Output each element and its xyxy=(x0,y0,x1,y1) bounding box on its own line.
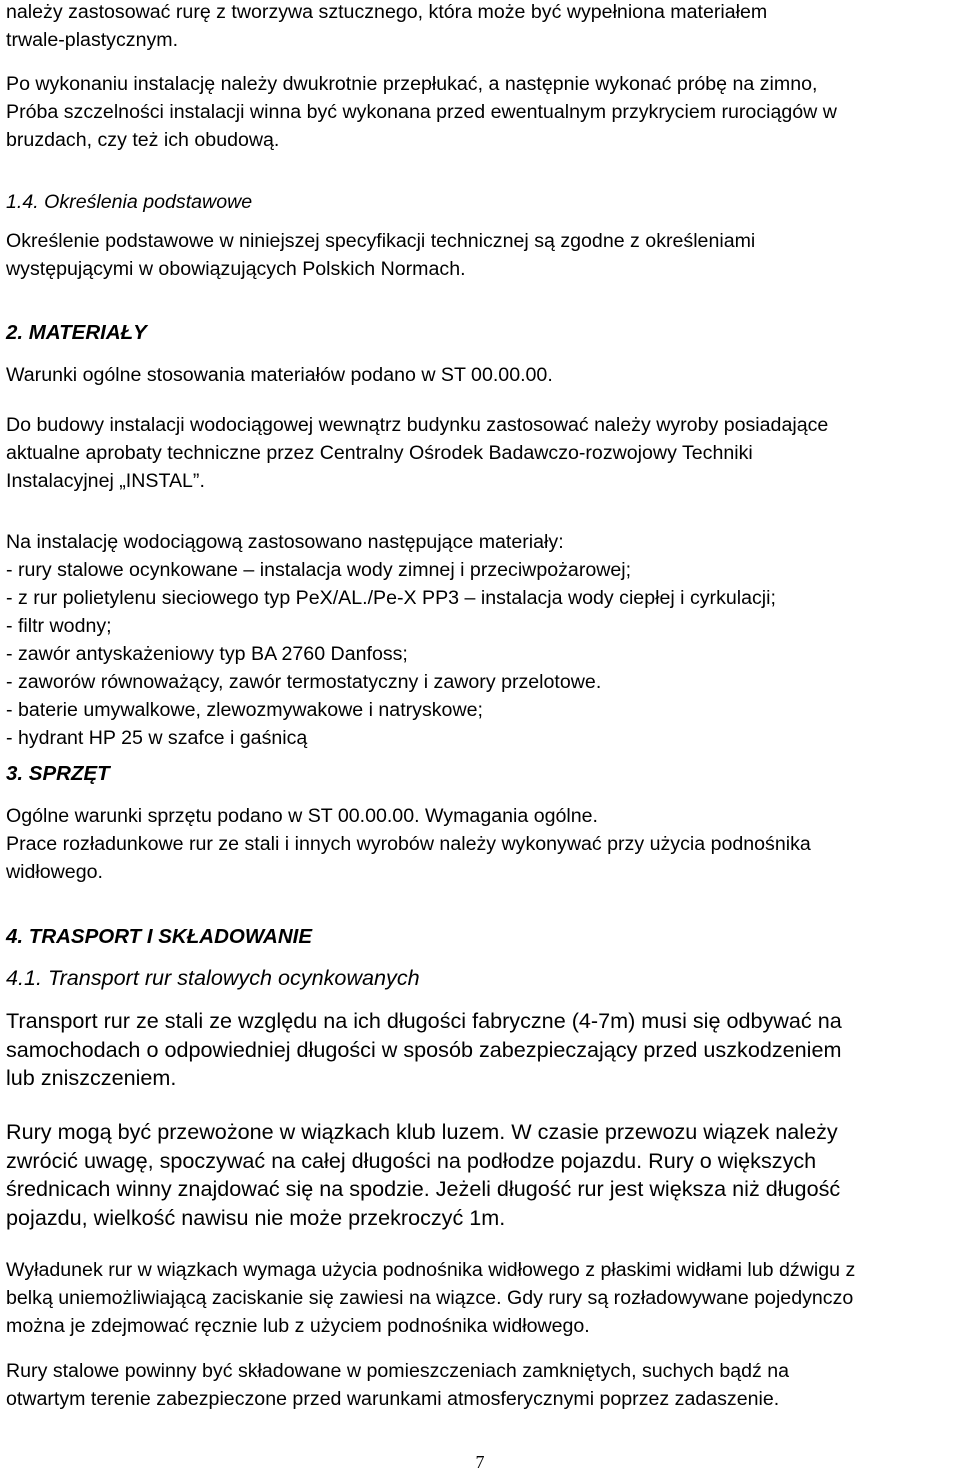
paragraph-equipment xyxy=(6,802,811,886)
list-item: - zaworów równoważący, zawór termostatyczny i zawory przelotowe. xyxy=(6,671,602,693)
text-line: aktualne aprobaty techniczne przez Centralny Ośrodek Badawczo-rozwojowy Techniki xyxy=(6,442,753,464)
text-line: Po wykonaniu instalację należy dwukrotnie przepłukać, a następnie wykonać próbę na zimno, xyxy=(6,73,818,95)
text-line: otwartym terenie zabezpieczone przed warunkami atmosferycznymi poprzez zadaszenie. xyxy=(6,1388,780,1410)
section-heading: 3. SPRZĘT xyxy=(6,762,110,785)
text-line: Próba szczelności instalacji winna być wykonana przed ewentualnym przykryciem rurociągów w xyxy=(6,101,837,123)
text-line: Prace rozładunkowe rur ze stali i innych wyrobów należy wykonywać przy użycia podnośnika xyxy=(6,833,811,855)
text-line: Rury mogą być przewożone w wiązkach klub luzem. W czasie przewozu wiązek należy xyxy=(6,1119,838,1144)
paragraph-transport-length xyxy=(6,1007,842,1093)
materials-list xyxy=(6,528,776,752)
text-line: Określenie podstawowe w niniejszej specyfikacji technicznej są zgodne z określeniami xyxy=(6,230,756,252)
section-4-1-heading xyxy=(6,964,420,992)
section-heading: 4. TRASPORT I SKŁADOWANIE xyxy=(6,925,313,948)
list-item: - zawór antyskażeniowy typ BA 2760 Danfoss; xyxy=(6,643,408,665)
page-number: 7 xyxy=(475,1452,485,1472)
text-line: występującymi w obowiązujących Polskich Normach. xyxy=(6,258,466,280)
paragraph-storage xyxy=(6,1357,789,1413)
text-line: trwale-plastycznym. xyxy=(6,29,179,51)
text-line: Transport rur ze stali ze względu na ich długości fabryczne (4-7m) musi się odbywać na xyxy=(6,1008,842,1033)
section-heading: 4.1. Transport rur stalowych ocynkowanych xyxy=(6,965,420,990)
list-item: - filtr wodny; xyxy=(6,615,112,637)
section-1-4-heading xyxy=(6,188,252,216)
list-item: - hydrant HP 25 w szafce i gaśnicą xyxy=(6,727,308,749)
text-line: pojazdu, wielkość nawisu nie może przekroczyć 1m. xyxy=(6,1204,506,1230)
section-heading: 1.4. Określenia podstawowe xyxy=(6,191,253,213)
text-line: zwrócić uwagę, spoczywać na całej długości na podłodze pojazdu. Rury o większych xyxy=(6,1147,817,1173)
section-2-heading xyxy=(6,319,147,347)
list-intro: Na instalację wodociągową zastosowano następujące materiały: xyxy=(6,531,564,553)
paragraph-definitions xyxy=(6,227,755,283)
list-item: - baterie umywalkowe, zlewozmywakowe i natryskowe; xyxy=(6,699,483,721)
text-line: bruzdach, czy też ich obudową. xyxy=(6,129,280,151)
paragraph-flushing xyxy=(6,70,837,154)
text-line: lub zniszczeniem. xyxy=(6,1065,177,1090)
paragraph-materials-approvals xyxy=(6,411,828,495)
section-4-heading xyxy=(6,923,312,951)
section-3-heading xyxy=(6,760,110,788)
text-line: widłowego. xyxy=(6,861,103,883)
paragraph-materials-general xyxy=(6,361,553,389)
text-line: Wyładunek rur w wiązkach wymaga użycia podnośnika widłowego z płaskimi widłami lub dźwigu z xyxy=(6,1259,856,1281)
paragraph-unloading xyxy=(6,1256,855,1340)
text-line: należy zastosować rurę z tworzywa sztucznego, która może być wypełniona materiałem xyxy=(6,1,768,23)
text-line: Warunki ogólne stosowania materiałów podano w ST 00.00.00. xyxy=(6,364,553,386)
paragraph-intro-continuation xyxy=(6,0,767,54)
text-line: Instalacyjnej „INSTAL”. xyxy=(6,470,205,492)
text-line: średnicach winny znajdować się na spodzie. Jeżeli długość rur jest większa niż długość xyxy=(6,1176,841,1201)
paragraph-transport-bundles xyxy=(6,1118,840,1232)
text-line: Ogólne warunki sprzętu podano w ST 00.00.00. Wymagania ogólne. xyxy=(6,805,598,827)
list-item: - z rur polietylenu sieciowego typ PeX/AL./Pe-X PP3 – instalacja wody ciepłej i cyrkulacji; xyxy=(6,587,776,609)
section-heading: 2. MATERIAŁY xyxy=(6,321,147,344)
text-line: Do budowy instalacji wodociągowej wewnątrz budynku zastosować należy wyroby posiadające xyxy=(6,414,829,436)
text-line: można je zdejmować ręcznie lub z użyciem podnośnika widłowego. xyxy=(6,1315,590,1337)
text-line: belką uniemożliwiającą zaciskanie się zawiesi na wiązce. Gdy rury są rozładowywane pojedynczo xyxy=(6,1287,854,1309)
list-item: - rury stalowe ocynkowane – instalacja wody zimnej i przeciwpożarowej; xyxy=(6,559,632,581)
text-line: Rury stalowe powinny być składowane w pomieszczeniach zamkniętych, suchych bądź na xyxy=(6,1360,790,1382)
text-line: samochodach o odpowiedniej długości w sposób zabezpieczający przed uszkodzeniem xyxy=(6,1036,842,1062)
